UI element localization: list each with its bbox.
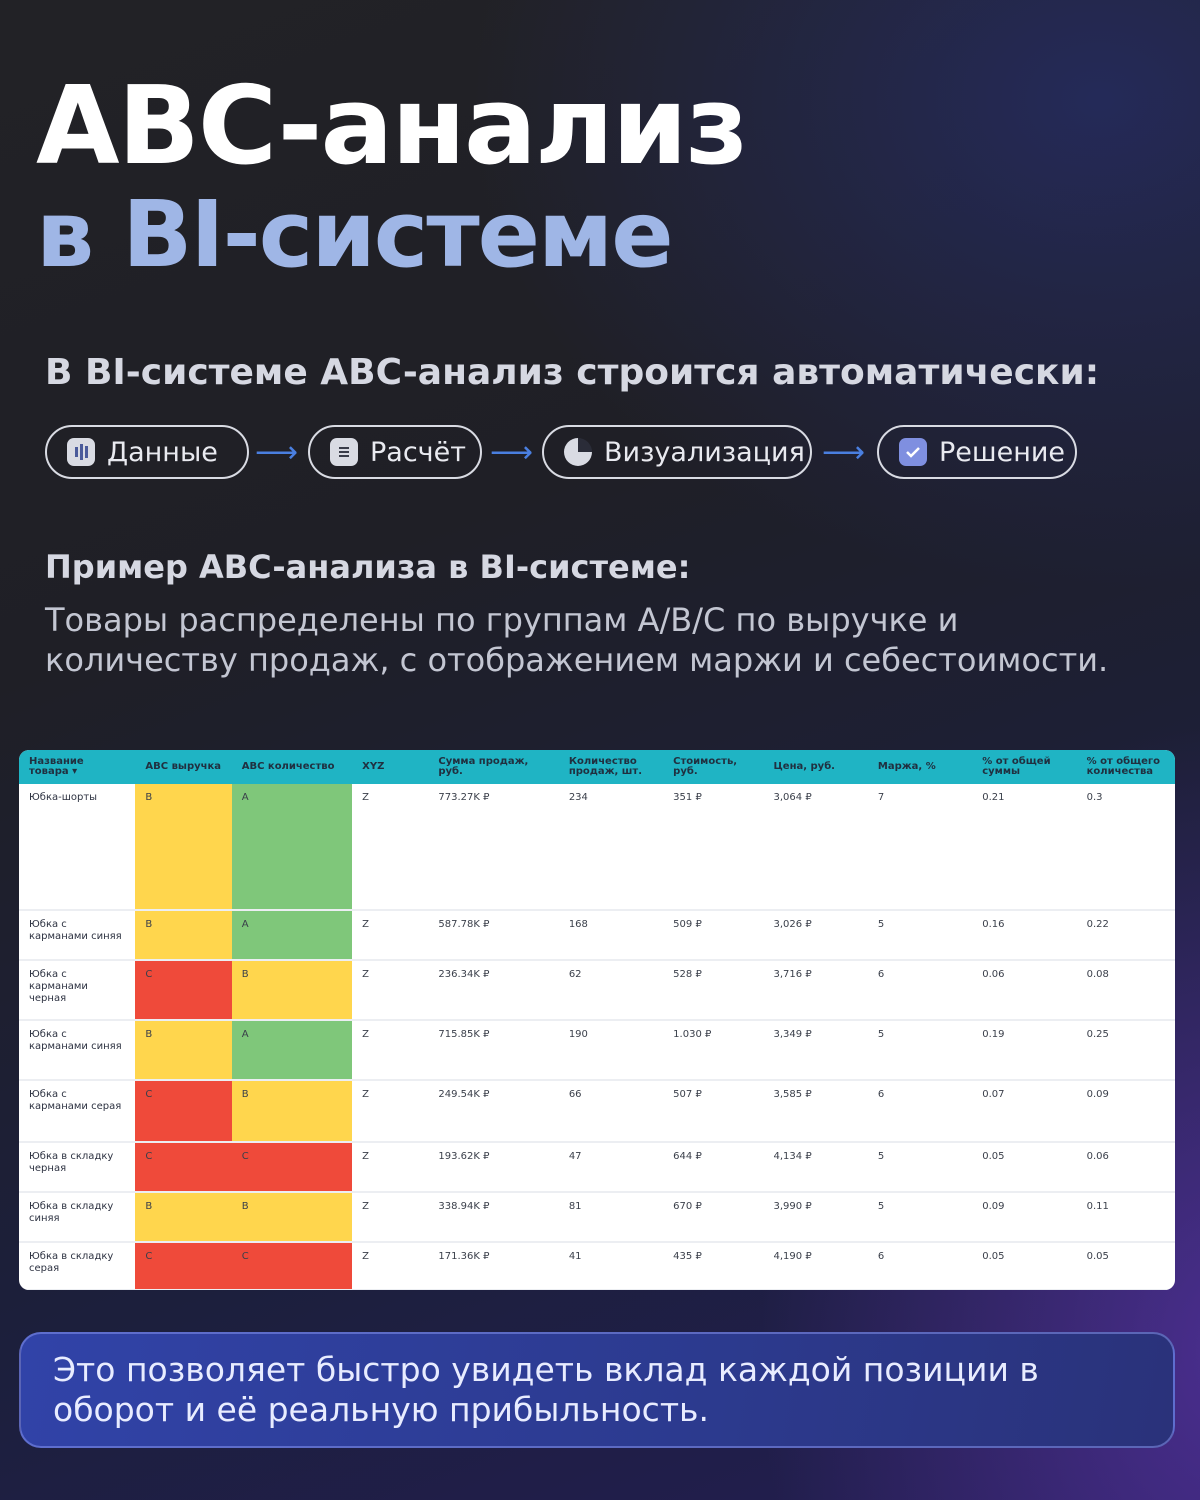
section-heading: В BI-системе ABC-анализ строится автоматически: [45, 352, 1100, 393]
cell-sales-sum: 587.78K ₽ [428, 910, 558, 960]
cell-name: Юбка в складку синяя [19, 1192, 135, 1242]
cell-share-qty: 0.3 [1077, 784, 1175, 910]
abc-table [19, 750, 1175, 1290]
page-subtitle: в BI-системе [36, 181, 672, 288]
table-row[interactable] [19, 784, 1175, 910]
cell-sales-sum: 338.94K ₽ [428, 1192, 558, 1242]
cell-sales-qty: 47 [559, 1142, 663, 1192]
cell-share-qty: 0.06 [1077, 1142, 1175, 1192]
cell-abc-revenue: C [135, 1142, 231, 1192]
cell-margin: 5 [868, 1020, 972, 1080]
cell-cost: 670 ₽ [663, 1192, 763, 1242]
column-header-abc-revenue[interactable]: ABC выручка [145, 761, 222, 772]
cell-share-qty: 0.22 [1077, 910, 1175, 960]
cell-abc-quantity: A [232, 910, 352, 960]
step-decision [877, 425, 1077, 479]
cell-abc-revenue: B [135, 784, 231, 910]
cell-price: 3,349 ₽ [764, 1020, 868, 1080]
cell-abc-quantity: A [232, 1020, 352, 1080]
cell-share-sum: 0.05 [972, 1142, 1076, 1192]
cell-xyz: Z [352, 910, 428, 960]
cell-abc-quantity: B [232, 1080, 352, 1142]
cell-cost: 528 ₽ [663, 960, 763, 1020]
step-calc-label: Расчёт [370, 436, 466, 468]
cell-abc-revenue: C [135, 1242, 231, 1290]
step-decision-label: Решение [939, 436, 1066, 468]
cell-abc-revenue: B [135, 1020, 231, 1080]
cell-xyz: Z [352, 1192, 428, 1242]
cell-cost: 644 ₽ [663, 1142, 763, 1192]
cell-abc-quantity: A [232, 784, 352, 910]
cell-sales-qty: 190 [559, 1020, 663, 1080]
abc-table-card [19, 750, 1175, 1290]
cell-sales-sum: 715.85K ₽ [428, 1020, 558, 1080]
column-header-name[interactable]: Название товара ▾ [29, 756, 84, 777]
column-header-cost[interactable]: Стоимость, руб. [673, 756, 738, 777]
cell-xyz: Z [352, 1242, 428, 1290]
cell-margin: 7 [868, 784, 972, 910]
cell-sales-qty: 66 [559, 1080, 663, 1142]
cell-margin: 6 [868, 1242, 972, 1290]
cell-sales-sum: 193.62K ₽ [428, 1142, 558, 1192]
cell-price: 3,716 ₽ [764, 960, 868, 1020]
summary-callout [19, 1332, 1175, 1448]
cell-price: 4,134 ₽ [764, 1142, 868, 1192]
table-row[interactable] [19, 910, 1175, 960]
table-row[interactable] [19, 1242, 1175, 1290]
cell-cost: 507 ₽ [663, 1080, 763, 1142]
cell-sales-sum: 249.54K ₽ [428, 1080, 558, 1142]
cell-abc-quantity: C [232, 1142, 352, 1192]
cell-sales-qty: 41 [559, 1242, 663, 1290]
cell-share-qty: 0.25 [1077, 1020, 1175, 1080]
cell-sales-sum: 236.34K ₽ [428, 960, 558, 1020]
cell-share-sum: 0.19 [972, 1020, 1076, 1080]
cell-sales-qty: 234 [559, 784, 663, 910]
cell-share-sum: 0.09 [972, 1192, 1076, 1242]
step-visualization-label: Визуализация [604, 436, 805, 468]
cell-margin: 5 [868, 1142, 972, 1192]
cell-name: Юбка в складку серая [19, 1242, 135, 1290]
table-row[interactable] [19, 1020, 1175, 1080]
table-header-row [19, 750, 1175, 784]
cell-margin: 5 [868, 910, 972, 960]
cell-xyz: Z [352, 1080, 428, 1142]
cell-name: Юбка с карманами черная [19, 960, 135, 1020]
cell-sales-qty: 168 [559, 910, 663, 960]
column-header-xyz[interactable]: XYZ [362, 761, 385, 772]
cell-share-qty: 0.09 [1077, 1080, 1175, 1142]
cell-sales-sum: 773.27K ₽ [428, 784, 558, 910]
cell-cost: 435 ₽ [663, 1242, 763, 1290]
step-calc [308, 425, 482, 479]
cell-cost: 351 ₽ [663, 784, 763, 910]
cell-cost: 1.030 ₽ [663, 1020, 763, 1080]
cell-sales-qty: 81 [559, 1192, 663, 1242]
pie-chart-icon [564, 438, 592, 466]
column-header-abc-quantity[interactable]: ABC количество [241, 761, 335, 772]
table-row[interactable] [19, 1080, 1175, 1142]
cell-abc-quantity: C [232, 1242, 352, 1290]
cell-abc-revenue: B [135, 1192, 231, 1242]
cell-xyz: Z [352, 1142, 428, 1192]
process-flow [45, 425, 1085, 483]
cell-share-sum: 0.05 [972, 1242, 1076, 1290]
column-header-sales-sum[interactable]: Сумма продаж, руб. [438, 756, 529, 777]
cell-share-sum: 0.07 [972, 1080, 1076, 1142]
cell-name: Юбка в складку черная [19, 1142, 135, 1192]
cell-sales-sum: 171.36K ₽ [428, 1242, 558, 1290]
cell-name: Юбка с карманами серая [19, 1080, 135, 1142]
step-data [45, 425, 249, 479]
checkbox-icon [899, 438, 927, 466]
table-row[interactable] [19, 960, 1175, 1020]
table-row[interactable] [19, 1192, 1175, 1242]
cell-abc-revenue: C [135, 1080, 231, 1142]
cell-name: Юбка-шорты [19, 784, 135, 910]
cell-price: 3,026 ₽ [764, 910, 868, 960]
bar-chart-icon [67, 438, 95, 466]
cell-price: 3,990 ₽ [764, 1192, 868, 1242]
cell-abc-quantity: B [232, 960, 352, 1020]
document-icon [330, 438, 358, 466]
column-header-sales-qty[interactable]: Количество продаж, шт. [568, 756, 643, 777]
cell-price: 3,585 ₽ [764, 1080, 868, 1142]
step-visualization [542, 425, 812, 479]
column-header-margin[interactable]: Маржа, % [877, 761, 936, 772]
example-heading: Пример ABC-анализа в BI-системе: [45, 548, 691, 586]
cell-abc-revenue: C [135, 960, 231, 1020]
table-row[interactable] [19, 1142, 1175, 1192]
column-header-share-qty[interactable]: % от общего количества [1086, 756, 1161, 777]
cell-share-qty: 0.11 [1077, 1192, 1175, 1242]
cell-margin: 6 [868, 1080, 972, 1142]
cell-xyz: Z [352, 1020, 428, 1080]
cell-margin: 6 [868, 960, 972, 1020]
cell-abc-revenue: B [135, 910, 231, 960]
cell-sales-qty: 62 [559, 960, 663, 1020]
cell-share-qty: 0.08 [1077, 960, 1175, 1020]
cell-margin: 5 [868, 1192, 972, 1242]
cell-share-qty: 0.05 [1077, 1242, 1175, 1290]
cell-price: 3,064 ₽ [764, 784, 868, 910]
arrow-icon: ⟶ [822, 435, 866, 470]
column-header-price[interactable]: Цена, руб. [773, 761, 835, 772]
cell-name: Юбка с карманами синяя [19, 910, 135, 960]
cell-price: 4,190 ₽ [764, 1242, 868, 1290]
example-description: Товары распределены по группам A/B/C по выручке и количеству продаж, с отображением маржи и себестоимости. [45, 601, 1109, 679]
arrow-icon: ⟶ [490, 435, 534, 470]
cell-cost: 509 ₽ [663, 910, 763, 960]
arrow-icon: ⟶ [255, 435, 299, 470]
cell-xyz: Z [352, 960, 428, 1020]
cell-xyz: Z [352, 784, 428, 910]
cell-name: Юбка с карманами синяя [19, 1020, 135, 1080]
page-title: ABC-анализ [36, 64, 747, 189]
summary-text: Это позволяет быстро увидеть вклад каждой позиции в оборот и её реальную прибыльность. [53, 1350, 1039, 1429]
cell-share-sum: 0.16 [972, 910, 1076, 960]
column-header-share-sum[interactable]: % от общей суммы [982, 756, 1051, 777]
cell-share-sum: 0.21 [972, 784, 1076, 910]
step-data-label: Данные [107, 436, 218, 468]
cell-abc-quantity: B [232, 1192, 352, 1242]
cell-share-sum: 0.06 [972, 960, 1076, 1020]
